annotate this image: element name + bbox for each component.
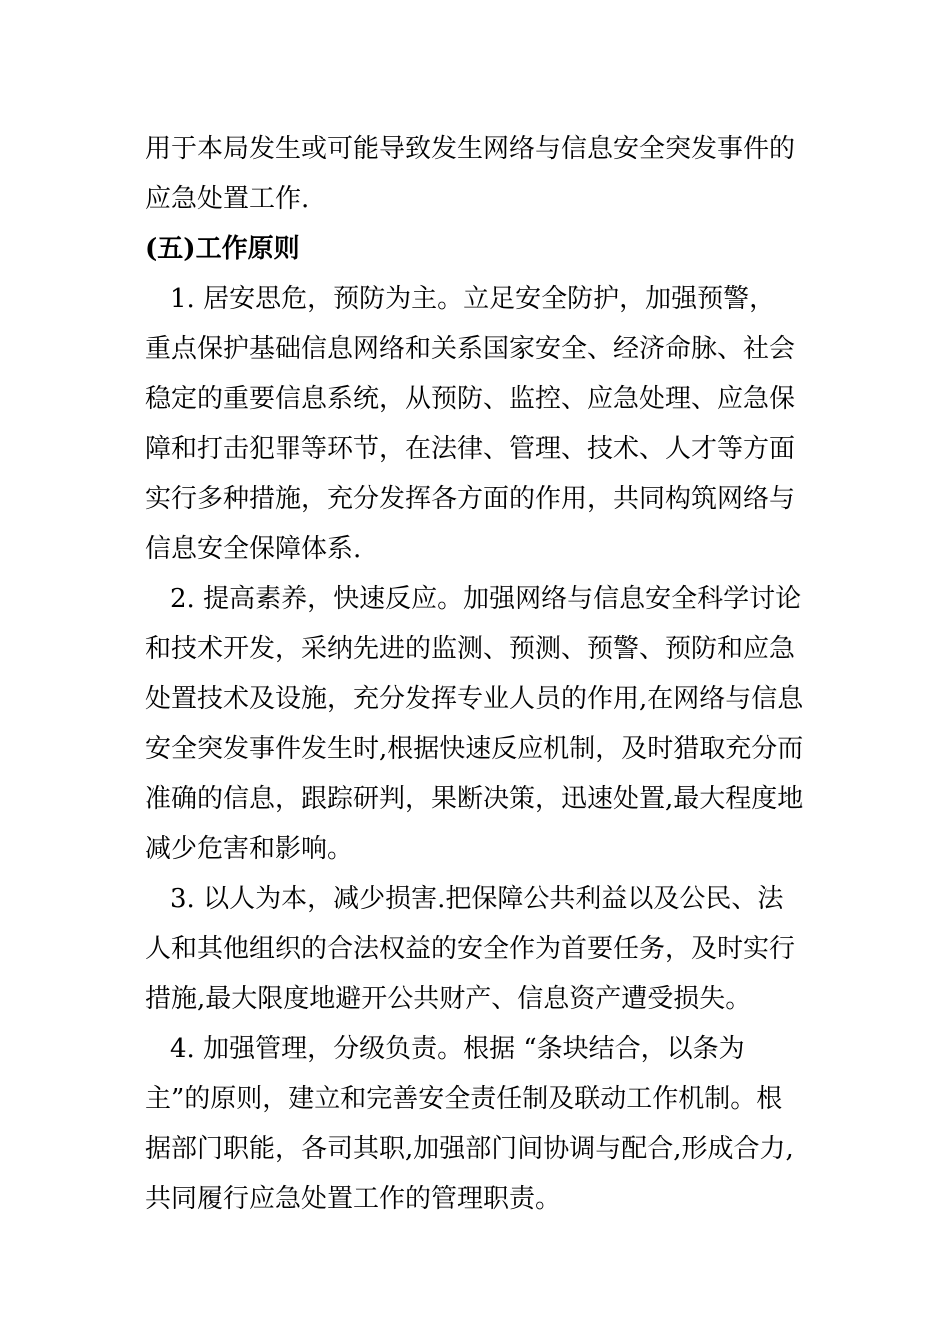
section-heading: (五)工作原则 [145, 234, 300, 264]
paragraph-line: 稳定的重要信息系统，从预防、监控、应急处理、应急保 [145, 384, 796, 414]
paragraph-line: 减少危害和影响。 [145, 834, 354, 864]
paragraph-line: 3. 以人为本，减少损害.把保障公共利益以及公民、法 [170, 884, 784, 914]
paragraph-line: 4. 加强管理，分级负责。根据 “条块结合，以条为 [170, 1034, 745, 1064]
paragraph-line: 据部门职能，各司其职,加强部门间协调与配合,形成合力, [145, 1134, 794, 1164]
paragraph-line: 1. 居安思危，预防为主。立足安全防护，加强预警， [170, 284, 776, 314]
paragraph-line: 实行多种措施，充分发挥各方面的作用，共同构筑网络与 [145, 484, 796, 514]
paragraph-line: 应急处置工作. [145, 184, 310, 214]
paragraph-line: 人和其他组织的合法权益的安全作为首要任务，及时实行 [145, 934, 796, 964]
paragraph-line: 障和打击犯罪等环节，在法律、管理、技术、人才等方面 [145, 434, 796, 464]
paragraph-line: 2. 提高素养，快速反应。加强网络与信息安全科学讨论 [170, 584, 802, 614]
paragraph-line: 措施,最大限度地避开公共财产、信息资产遭受损失。 [145, 984, 752, 1014]
paragraph-line: 准确的信息，跟踪研判，果断决策，迅速处置,最大程度地 [145, 784, 804, 814]
paragraph-line: 共同履行应急处置工作的管理职责。 [145, 1184, 562, 1214]
paragraph-line: 和技术开发，采纳先进的监测、预测、预警、预防和应急 [145, 634, 796, 664]
paragraph-line: 重点保护基础信息网络和关系国家安全、经济命脉、社会 [145, 334, 796, 364]
paragraph-line: 主”的原则，建立和完善安全责任制及联动工作机制。根 [145, 1084, 783, 1114]
paragraph-line: 信息安全保障体系. [145, 534, 362, 564]
paragraph-line: 处置技术及设施，充分发挥专业人员的作用,在网络与信息 [145, 684, 804, 714]
paragraph-line: 安全突发事件发生时,根据快速反应机制，及时猎取充分而 [145, 734, 804, 764]
paragraph-line: 用于本局发生或可能导致发生网络与信息安全突发事件的 [145, 134, 796, 164]
